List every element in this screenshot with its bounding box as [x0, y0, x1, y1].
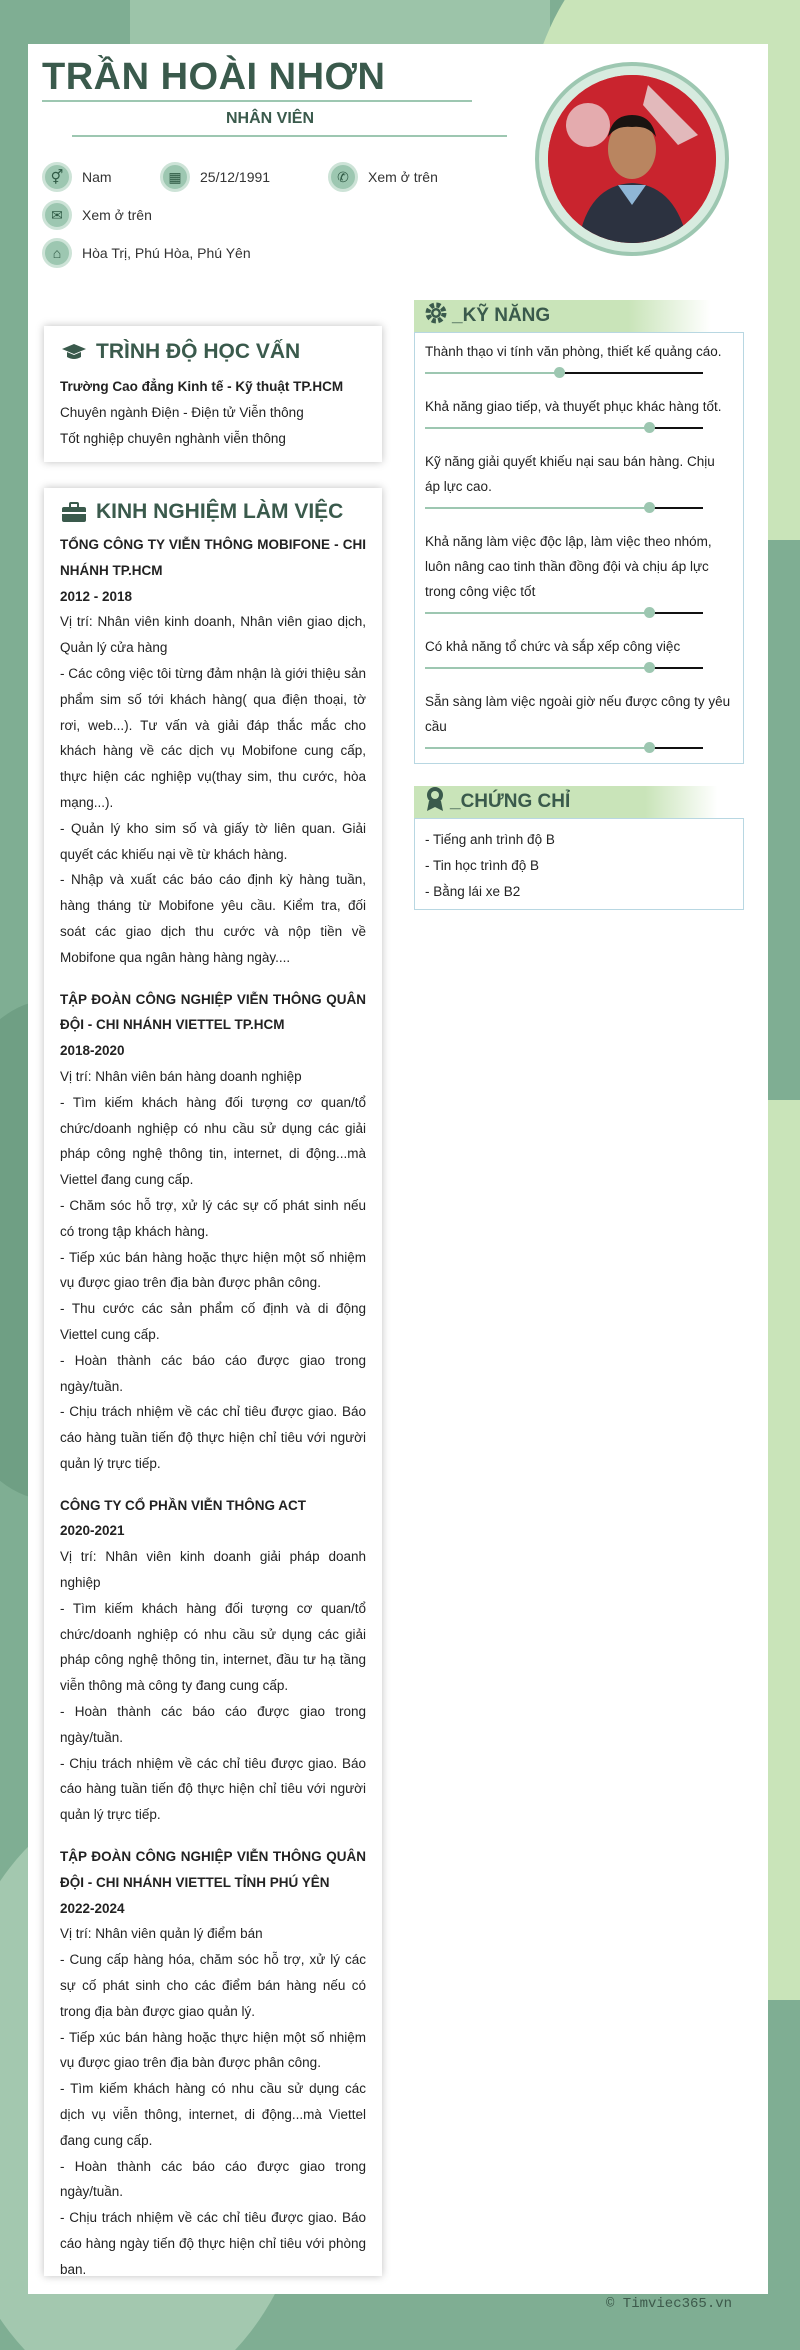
skills-heading [414, 300, 744, 332]
skill-label: Sẵn sàng làm việc ngoài giờ nếu được công ty yêu cầu [425, 694, 731, 734]
phone-info [328, 162, 438, 192]
candidate-name: TRẦN HOÀI NHƠN [42, 56, 386, 98]
phone-icon: ✆ [328, 162, 358, 192]
experience-line: - Tìm kiếm khách hàng đối tượng cơ quan/tổ chức/doanh nghiệp có nhu cầu sử dụng các giải pháp công nghệ thông tin, internet, di động...mà Viettel đang cung cấp. [60, 1094, 366, 1188]
experience-line: - Cung cấp hàng hóa, chăm sóc hỗ trợ, xử lý các sự cố phát sinh cho các điểm bán hàng nếu có trong địa bàn được giao quản lý. [60, 1952, 366, 2019]
skill-level-bar [425, 661, 733, 675]
experience-title: KINH NGHIỆM LÀM VIỆC [96, 500, 344, 523]
email-value: Xem ở trên [82, 207, 152, 223]
experience-company: TẬP ĐOÀN CÔNG NGHIỆP VIỄN THÔNG QUÂN ĐỘI - CHI NHÁNH VIETTEL TP.HCM [60, 991, 366, 1033]
experience-company: TỔNG CÔNG TY VIỄN THÔNG MOBIFONE - CHI NHÁNH TP.HCM [60, 537, 366, 578]
email-icon: ✉ [42, 200, 72, 230]
experience-line: Vị trí: Nhân viên quản lý điểm bán [60, 1926, 263, 1942]
skill-label: Khả năng làm việc độc lập, làm việc theo nhóm, luôn nâng cao tinh thần đồng đội và chịu áp lực trong công việc tốt [425, 534, 712, 599]
skill-label: Có khả năng tổ chức và sắp xếp công việc [425, 639, 681, 654]
skill-level-marker [644, 607, 655, 618]
experience-line: - Tiếp xúc bán hàng hoặc thực hiện một số nhiệm vụ được giao trên địa bàn được phân công. [60, 2029, 366, 2071]
education-school: Trường Cao đẳng Kinh tế - Kỹ thuật TP.HCM [60, 379, 344, 394]
skill-label: Thành thạo vi tính văn phòng, thiết kế quảng cáo. [425, 344, 722, 359]
name-underline [42, 100, 472, 102]
experience-spacer [60, 1477, 366, 1493]
experience-line: - Thu cước các sản phẩm cố định và di động Viettel cung cấp. [60, 1301, 366, 1342]
experience-line: Vị trí: Nhân viên kinh doanh giải pháp doanh nghiệp [60, 1549, 366, 1591]
experience-line: - Hoàn thành các báo cáo được giao trong ngày/tuần. [60, 1352, 366, 1394]
experience-company: CÔNG TY CỔ PHẦN VIỄN THÔNG ACT [60, 1497, 307, 1513]
footer-watermark: © Timviec365.vn [606, 2296, 733, 2312]
experience-company: TẬP ĐOÀN CÔNG NGHIỆP VIỄN THÔNG QUÂN ĐỘI - CHI NHÁNH VIETTEL TỈNH PHÚ YÊN [60, 1849, 366, 1890]
skill-level-bar [425, 741, 733, 755]
address-info [42, 238, 251, 268]
calendar-icon: ▦ [160, 162, 190, 192]
gender-icon: ⚥ [42, 162, 72, 192]
location-icon: ⌂ [42, 238, 72, 268]
skill-level-marker [644, 502, 655, 513]
education-major: Chuyên ngành Điện - Điện tử Viễn thông [60, 405, 304, 420]
skill-level-marker [644, 662, 655, 673]
experience-line: - Chịu trách nhiệm về các chỉ tiêu được giao. Báo cáo hàng ngày tiến độ thực hiện chỉ tiêu với phòng ban. [60, 2210, 366, 2277]
skill-bar-fill [425, 612, 649, 614]
experience-line: - Chịu trách nhiệm về các chỉ tiêu được giao. Báo cáo hàng tuần tiến độ thực hiện chỉ tiêu với người quản lý trực tiếp. [60, 1755, 366, 1823]
skill-level-bar [425, 421, 733, 435]
experience-line: - Tiếp xúc bán hàng hoặc thực hiện một số nhiệm vụ được giao trên địa bàn được phân công. [60, 1249, 366, 1291]
skills-list [414, 332, 744, 764]
experience-line: - Chăm sóc hỗ trợ, xử lý các sự cố phát sinh nếu có trong tập khách hàng. [60, 1197, 366, 1239]
certificate-item: - Tin học trình độ B [425, 858, 540, 873]
certificate-item: - Bằng lái xe B2 [425, 884, 521, 899]
experience-period: 2012 - 2018 [60, 588, 133, 604]
experience-line: - Chịu trách nhiệm về các chỉ tiêu được giao. Báo cáo hàng tuần tiến độ thực hiện chỉ tiêu với người quản lý trực tiếp. [60, 1404, 366, 1471]
skill-bar-fill [425, 372, 559, 374]
graduation-cap-icon [60, 341, 88, 363]
education-heading [60, 340, 366, 364]
skill-label: Kỹ năng giải quyết khiếu nại sau bán hàng. Chịu áp lực cao. [425, 454, 715, 494]
job-title: NHÂN VIÊN [225, 110, 314, 127]
certificates-heading [414, 786, 744, 818]
experience-line: - Hoàn thành các báo cáo được giao trong ngày/tuần. [60, 1704, 366, 1745]
experience-period: 2020-2021 [60, 1523, 125, 1539]
education-title: TRÌNH ĐỘ HỌC VẤN [96, 340, 301, 363]
experience-line: - Tìm kiếm khách hàng có nhu cầu sử dụng các dịch vụ viễn thông, internet, di động...mà Viettel đang cung cấp. [60, 2081, 366, 2148]
birthday-info [160, 162, 270, 192]
avatar-photo [548, 75, 716, 243]
experience-line: - Các công việc tôi từng đảm nhận là giới thiệu sản phẩm sim số tới khách hàng( qua điện thoại, tờ rơi, web...). Tư vấn và giải đáp thắc mắc cho khách hàng về các dịch vụ Mobifone cung cấp, thực hiện các nghiệp vụ(thay sim, thu cước, hòa mạng...). [60, 665, 366, 810]
skill-level-bar [425, 366, 733, 380]
address-value: Hòa Trị, Phú Hòa, Phú Yên [82, 245, 251, 261]
gender-info [42, 162, 112, 192]
birthday-value: 25/12/1991 [200, 169, 271, 185]
experience-line: Vị trí: Nhân viên kinh doanh, Nhân viên giao dịch, Quản lý cửa hàng [60, 614, 366, 656]
education-section [44, 326, 382, 462]
skill-bar-fill [425, 427, 649, 429]
skill-label: Khả năng giao tiếp, và thuyết phục khác hàng tốt. [425, 399, 722, 414]
job-underline [72, 135, 507, 137]
experience-list [60, 532, 366, 2283]
certificates-title: _CHỨNG CHỈ [450, 791, 571, 812]
skill-level-bar [425, 501, 733, 515]
avatar [548, 75, 716, 243]
gender-value: Nam [82, 169, 112, 185]
experience-section [44, 488, 382, 2276]
certificates-list [414, 818, 744, 910]
experience-heading [60, 500, 366, 524]
experience-spacer [60, 971, 366, 987]
certificate-item: - Tiếng anh trình độ B [425, 832, 555, 847]
skill-level-bar [425, 606, 733, 620]
experience-line: - Hoàn thành các báo cáo được giao trong ngày/tuần. [60, 2158, 366, 2200]
experience-line: - Quản lý kho sim số và giấy tờ liên quan. Giải quyết các khiếu nại về từ khách hàng. [60, 820, 366, 862]
experience-line: - Tìm kiếm khách hàng đối tượng cơ quan/tổ chức/doanh nghiệp có nhu cầu sử dụng các giải pháp công nghệ thông tin, internet, đầu tư hạ tầng viễn thông mà công ty đang cung cấp. [60, 1600, 366, 1694]
gear-icon [424, 301, 448, 331]
education-note: Tốt nghiệp chuyên nghành viễn thông [60, 431, 286, 446]
skill-level-marker [554, 367, 565, 378]
skill-bar-fill [425, 747, 649, 749]
experience-spacer [60, 1828, 366, 1844]
skill-bar-fill [425, 667, 649, 669]
email-info [42, 200, 152, 230]
experience-line: Vị trí: Nhân viên bán hàng doanh nghiệp [60, 1068, 302, 1084]
skill-level-marker [644, 422, 655, 433]
experience-line: - Nhập và xuất các báo cáo định kỳ hàng tuần, hàng tháng từ Mobifone yêu cầu. Kiểm tra, đối soát các giao dịch thu cước và nộp tiền về Mobifone qua ngân hàng hàng ngày.... [60, 872, 366, 965]
skills-title: _KỸ NĂNG [452, 305, 551, 326]
experience-period: 2022-2024 [60, 1900, 125, 1916]
experience-period: 2018-2020 [60, 1043, 125, 1059]
briefcase-icon [60, 501, 88, 523]
skill-level-marker [644, 742, 655, 753]
award-icon [424, 786, 446, 818]
phone-value: Xem ở trên [368, 169, 438, 185]
skill-bar-fill [425, 507, 649, 509]
